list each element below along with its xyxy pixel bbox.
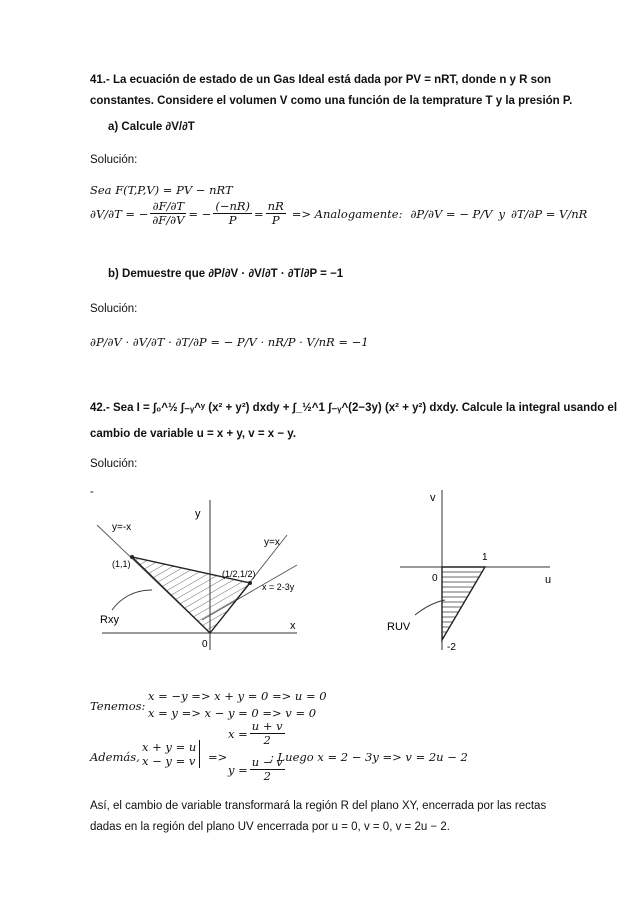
ademas-y-num: u − v xyxy=(251,755,283,769)
sketch-xy-label-axis-y: y xyxy=(195,508,201,520)
p41-eq-a-frac2 xyxy=(213,200,252,227)
ademas-x xyxy=(228,720,287,747)
sketch-region-xy xyxy=(92,495,322,655)
ademas-y-label: y = xyxy=(228,762,248,777)
p41-eq-a-frac2-den: P xyxy=(228,213,237,227)
ademas-x-den: 2 xyxy=(263,733,271,747)
p41-eq-a-frac1-num: ∂F/∂T xyxy=(150,200,186,214)
ademas-luego: ; Luego x = 2 − 3y => v = 2u − 2 xyxy=(270,750,468,764)
p41-eq-a-lhs: ∂V/∂T = − xyxy=(90,206,149,221)
sketch-xy-point-11 xyxy=(130,555,134,559)
p41-title-line2: constantes. Considere el volumen V como una función de la temprature T y la presión P. xyxy=(90,95,573,107)
p41-eq-definition: Sea F(T,P,V) = PV − nRT xyxy=(90,183,233,197)
p41-eq-a-eq: = xyxy=(254,206,264,221)
sketch-uv-label-one: 1 xyxy=(482,552,488,563)
sketch-uv-region-arrow xyxy=(415,600,445,615)
p41-eq-a-mid: = − xyxy=(188,206,212,221)
sketch-xy-label-region: Rxy xyxy=(100,614,119,626)
sketch-uv-label-origin: 0 xyxy=(432,573,438,584)
p41-eq-a-frac1-den: ∂F/∂V xyxy=(152,213,185,227)
p42-bullet: - xyxy=(90,486,94,498)
sketch-xy-point-half xyxy=(248,581,252,585)
tenemos-line1: x = −y => x + y = 0 => u = 0 xyxy=(148,689,327,703)
p41-part-b: b) Demuestre que ∂P/∂V · ∂V/∂T · ∂T/∂P = −1 xyxy=(108,268,344,280)
ademas-y-den: 2 xyxy=(263,769,271,783)
p42-title-line1: 42.- Sea I = ∫₀^½ ∫₋ᵧ^ʸ (x² + y²) dxdy + ∫_½^1 ∫₋ᵧ^(2−3y) (x² + y²) dxdy. Calcule la integral usando el xyxy=(90,402,618,414)
p41-eq-a-r2: ∂T/∂P = V/nR xyxy=(510,206,588,221)
p41-eq-a-r1: ∂P/∂V = − P/V xyxy=(410,206,493,221)
p41-eq-b: ∂P/∂V · ∂V/∂T · ∂T/∂P = − P/V · nR/P · V/nR = −1 xyxy=(90,335,369,349)
p41-title-line1: 41.- La ecuación de estado de un Gas Ideal está dada por PV = nRT, donde n y R son xyxy=(90,74,552,86)
ademas-x-frac xyxy=(250,720,285,747)
tenemos-label: Tenemos: xyxy=(90,699,146,713)
sketch-xy-label-pt11: (1,1) xyxy=(112,559,131,569)
ademas-system-eq1: x + y = u xyxy=(142,740,197,754)
p41-eq-a-analog: => Analogamente: xyxy=(291,206,403,221)
p41-eq-a-frac1 xyxy=(150,200,186,227)
sketch-xy-label-x: y=x xyxy=(264,537,280,548)
conclusion-line2: dadas en la región del plano UV encerrada por u = 0, v = 0, v = 2u − 2. xyxy=(90,821,450,833)
ademas-x-num: u + v xyxy=(251,719,283,733)
p42-solution-label: Solución: xyxy=(90,458,138,470)
sketch-uv-label-neg-two: -2 xyxy=(447,642,456,653)
sketch-uv-label-region: RUV xyxy=(387,621,411,633)
p41-eq-a xyxy=(90,200,587,227)
ademas-arrow: => xyxy=(208,750,228,764)
sketch-xy-region-arrow xyxy=(112,590,152,610)
p41-solution-label-a: Solución: xyxy=(90,154,138,166)
sketch-uv-label-u: u xyxy=(545,574,552,586)
p42-title-line2: cambio de variable u = x + y, v = x − y. xyxy=(90,428,297,440)
sketch-uv-drawing xyxy=(375,485,560,655)
sketch-region-uv xyxy=(375,485,560,655)
ademas-label: Además, xyxy=(90,750,140,764)
sketch-xy-drawing xyxy=(92,495,322,655)
p41-eq-a-frac3-num: nR xyxy=(267,199,284,213)
sketch-uv-region xyxy=(442,567,485,640)
p41-eq-a-frac2-num: (−nR) xyxy=(215,199,251,213)
sketch-xy-label-axis-x: x xyxy=(290,620,296,632)
conclusion-line1: Así, el cambio de variable transformará la región R del plano XY, encerrada por las rectas xyxy=(90,800,547,812)
sketch-xy-label-origin: 0 xyxy=(202,639,208,650)
sketch-xy-label-pthalf: (1/2,1/2) xyxy=(222,569,256,579)
ademas-system xyxy=(142,740,200,768)
p41-eq-a-frac3-den: P xyxy=(271,213,280,227)
sketch-xy-label-neg-x: y=-x xyxy=(112,522,132,533)
ademas-x-label: x = xyxy=(228,726,248,741)
tenemos-line2: x = y => x − y = 0 => v = 0 xyxy=(148,706,317,720)
p41-solution-label-b: Solución: xyxy=(90,303,138,315)
sketch-xy-label-line: x = 2-3y xyxy=(262,582,295,592)
p41-eq-a-frac3 xyxy=(266,200,286,227)
p41-part-a: a) Calcule ∂V/∂T xyxy=(108,121,195,133)
sketch-uv-label-v: v xyxy=(430,492,436,504)
ademas-system-eq2: x − y = v xyxy=(142,754,196,768)
p41-eq-a-y: y xyxy=(498,206,505,221)
